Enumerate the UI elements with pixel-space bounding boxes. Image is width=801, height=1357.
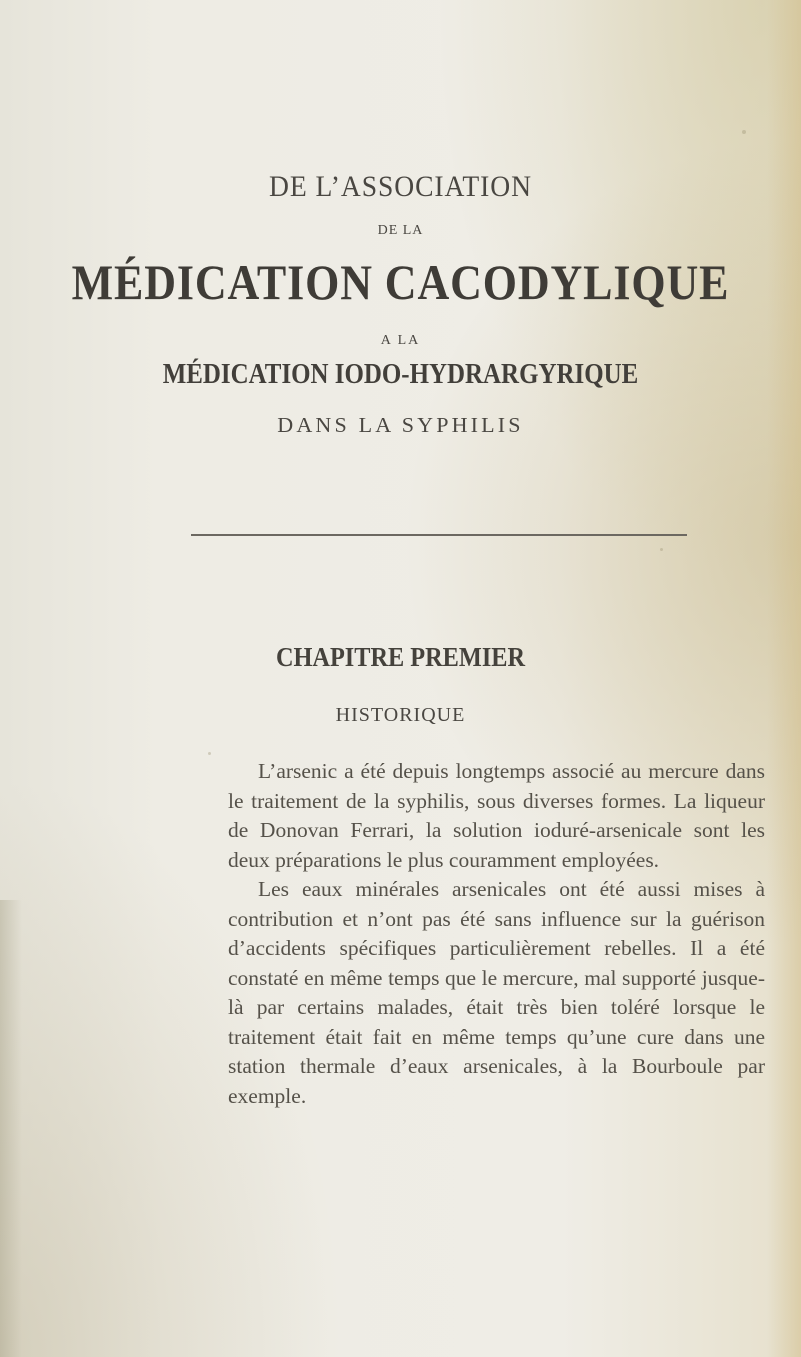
paper-speck bbox=[660, 548, 663, 551]
paragraph: L’arsenic a été depuis longtemps associé au mercure dans le traitement de la syphilis, sous diverses formes. La liqueur de Donovan Ferrari, la solution ioduré-arsenicale sont les deux préparations le plus couramment employées. bbox=[228, 759, 765, 872]
title-line-medication-cacodylique: MÉDICATION CACODYLIQUE bbox=[71, 254, 730, 310]
horizontal-rule bbox=[191, 534, 687, 536]
paper-speck bbox=[742, 130, 746, 134]
paragraph: Les eaux minérales arsenicales ont été aussi mises à contribution et n’ont pas été sans influence sur la guérison d’accidents spécifiques particulièrement rebelles. Il a été constaté en même temps que le mercure, mal supporté jusque-là par certains malades, était très bien toléré lorsque le traitement était fait en même temps qu’une cure dans une station thermale d’eaux arsenicales, à la Bourboule par exemple. bbox=[228, 877, 765, 1108]
title-line-de-la: DE LA bbox=[377, 223, 424, 238]
page-edge-stain-right bbox=[767, 0, 801, 1357]
title-line-medication-iodo: MÉDICATION IODO-HYDRARGYRIQUE bbox=[162, 358, 639, 390]
title-line-a-la: A LA bbox=[380, 333, 421, 348]
paper-speck bbox=[208, 752, 211, 755]
chapter-subheading: HISTORIQUE bbox=[335, 704, 466, 726]
chapter-heading: CHAPITRE PREMIER bbox=[275, 642, 526, 672]
title-line-dans-la-syphilis: DANS LA SYPHILIS bbox=[277, 413, 524, 437]
title-line-association: DE L’ASSOCIATION bbox=[269, 170, 532, 203]
page-edge-stain-left bbox=[0, 900, 22, 1357]
body-text bbox=[228, 757, 765, 1111]
